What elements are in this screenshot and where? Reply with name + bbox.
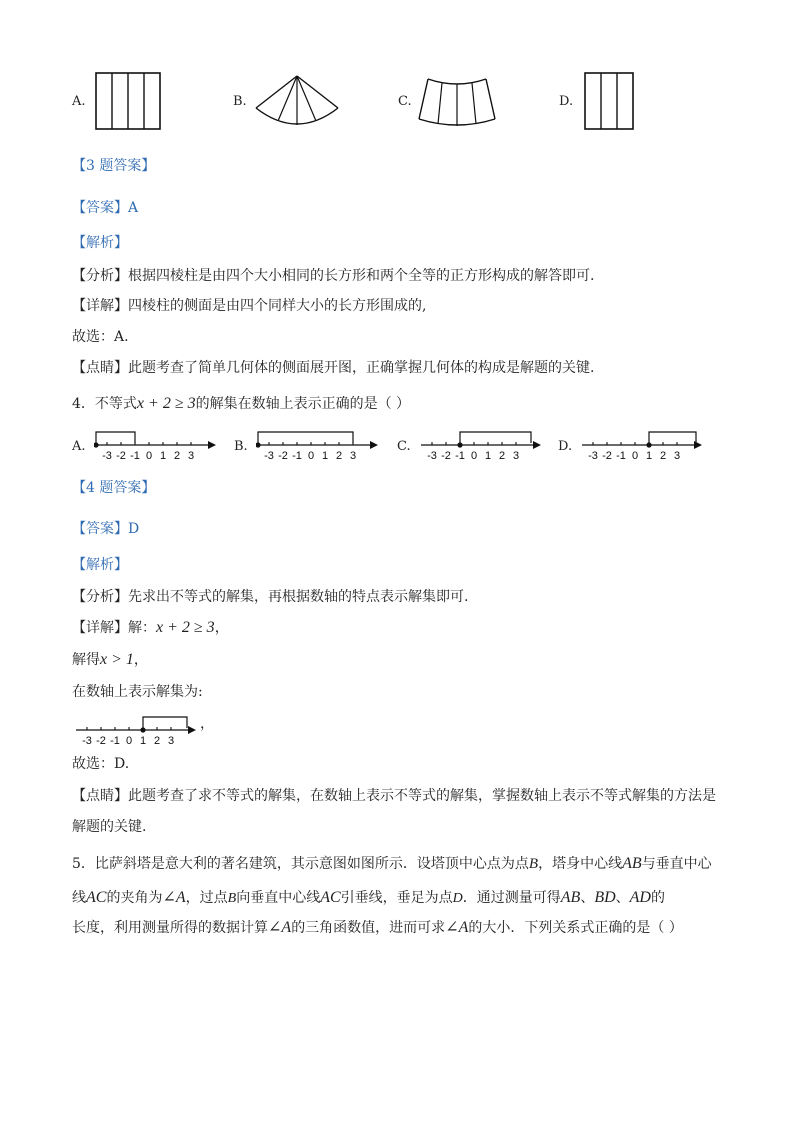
q5-text: 、 xyxy=(580,890,595,906)
q5-math-AD: AD xyxy=(629,889,651,906)
q5-text: 长度，利用测量所得的数据计算 xyxy=(72,920,268,936)
q4-option-a-numberline xyxy=(94,423,222,463)
number-line-arrow xyxy=(533,441,541,449)
number-line-tick-label: -2 xyxy=(441,450,451,462)
solution-endpoint-dot xyxy=(256,442,261,447)
q4-choice: 故选：D. xyxy=(72,756,130,772)
q3-answer-line xyxy=(72,198,138,218)
q5-text: 的大小．下列关系式正确的是（ ） xyxy=(468,920,683,936)
q5-math-B: B xyxy=(528,856,539,872)
q5-text: 5．比萨斜塔是意大利的著名建筑，其示意图如图所示．设塔顶中心点为点 xyxy=(72,856,529,872)
q4-option-b-numberline xyxy=(256,423,384,463)
q4-option-c-numberline xyxy=(419,423,547,463)
number-line-tick-label: 1 xyxy=(484,450,492,462)
q4-answer-value: D xyxy=(128,521,140,537)
q5-text: 引垂线，垂足为点 xyxy=(340,890,453,906)
q5-math-AC: AC xyxy=(320,889,341,906)
number-line-tick-label: 0 xyxy=(125,735,133,747)
solution-endpoint-dot xyxy=(457,442,462,447)
number-line-tick-label: 1 xyxy=(139,735,147,747)
number-line-tick-label: 2 xyxy=(498,450,506,462)
number-line-tick-label: -2 xyxy=(116,450,126,462)
q3-option-a-figure xyxy=(95,72,165,132)
q5-math-AB: AB xyxy=(622,855,642,872)
q5-math-AC: AC xyxy=(86,889,107,906)
number-line-tick-label: -2 xyxy=(278,450,288,462)
q3-option-b-figure xyxy=(252,74,342,132)
solution-endpoint-dot xyxy=(94,442,99,447)
q4-solution-numberline xyxy=(74,708,202,748)
q4-detail xyxy=(72,618,229,638)
q5-math-angle-A: ∠A xyxy=(268,919,292,936)
number-line-tick-label: -1 xyxy=(616,450,626,462)
q3-choice: 故选：A. xyxy=(72,329,129,345)
q3-option-d-figure xyxy=(584,72,636,132)
number-line-tick-label: 3 xyxy=(187,450,195,462)
q5-text: ．通过测量可得 xyxy=(462,890,561,906)
number-line-tick-label: 1 xyxy=(321,450,329,462)
q5-text: ，塔身中心线 xyxy=(538,856,623,872)
q5-math-angle-A: ∠A xyxy=(445,919,469,936)
number-line-arrow xyxy=(208,441,216,449)
q4-solve-suffix: ， xyxy=(133,652,148,668)
q4-stem-suffix: 的解集在数轴上表示正确的是（ ） xyxy=(195,396,411,412)
q4-detail-math: x + 2 ≥ 3 xyxy=(156,619,215,636)
q5-text: 与垂直中心 xyxy=(641,856,712,872)
solution-bracket xyxy=(649,432,696,445)
q4-answer-line xyxy=(72,519,139,539)
q5-text: 线 xyxy=(72,890,86,906)
solution-bracket xyxy=(460,432,531,445)
q4-option-d-label: D. xyxy=(558,439,573,454)
q3-analysis: 【分析】根据四棱柱是由四个大小相同的长方形和两个全等的正方形构成的解答即可. xyxy=(72,268,595,284)
number-line-tick-label: -3 xyxy=(588,450,598,462)
q3-detail: 【详解】四棱柱的侧面是由四个同样大小的长方形围成的, xyxy=(72,298,427,314)
q5-text: 向垂直中心线 xyxy=(236,890,321,906)
number-line-tick-label: -1 xyxy=(292,450,302,462)
q4-option-c-label: C. xyxy=(397,439,411,454)
q5-text: 的夹角为 xyxy=(106,890,163,906)
q5-text: 的三角函数值，进而可求 xyxy=(291,920,446,936)
solution-bracket xyxy=(96,432,135,445)
q4-show-text: 在数轴上表示解集为: xyxy=(72,684,203,700)
number-line-tick-label: -3 xyxy=(264,450,274,462)
number-line-tick-label: 0 xyxy=(470,450,478,462)
q4-solve-prefix: 解得 xyxy=(72,652,100,668)
q3-comment: 【点睛】此题考查了简单几何体的侧面展开图，正确掌握几何体的构成是解题的关键. xyxy=(72,360,595,376)
number-line-tick-label: 1 xyxy=(159,450,167,462)
number-line-tick-label: -3 xyxy=(427,450,437,462)
number-line-tick-label: 2 xyxy=(173,450,181,462)
q3-option-b-label: B. xyxy=(233,94,247,109)
q3-answer-header: 【3 题答案】 xyxy=(72,158,156,174)
q4-solve-math: x > 1 xyxy=(100,651,134,668)
q3-option-c-label: C. xyxy=(398,94,412,109)
q4-detail-prefix: 【详解】解： xyxy=(72,620,156,636)
q4-answer-header: 【4 题答案】 xyxy=(72,480,156,496)
number-line-tick-label: 3 xyxy=(673,450,681,462)
solution-endpoint-dot xyxy=(646,442,651,447)
q4-solve xyxy=(72,650,148,670)
q4-analysis-header: 【解析】 xyxy=(72,557,128,573)
q3-answer-label: 【答案】 xyxy=(72,200,128,216)
number-line-tick-label: 0 xyxy=(145,450,153,462)
q5-stem-line2 xyxy=(72,888,665,909)
number-line-arrow xyxy=(694,441,702,449)
number-line-tick-label: -1 xyxy=(110,735,120,747)
q5-math-BD: BD xyxy=(594,889,616,906)
q5-math-angle-A: ∠A xyxy=(162,889,186,906)
number-line-tick-label: 3 xyxy=(349,450,357,462)
number-line-tick-label: 3 xyxy=(512,450,520,462)
q5-stem-line3 xyxy=(72,918,683,938)
q4-stem-math: x + 2 ≥ 3 xyxy=(136,395,196,412)
q4-show-suffix: ， xyxy=(200,716,214,732)
q5-text: 、 xyxy=(615,890,630,906)
q4-option-a-label: A. xyxy=(72,439,86,454)
q4-stem xyxy=(72,394,410,414)
number-line-tick-label: 3 xyxy=(167,735,175,747)
number-line-tick-label: 2 xyxy=(153,735,161,747)
q5-math-D: D xyxy=(452,891,463,906)
q5-text: ，过点 xyxy=(185,890,228,906)
q4-answer-label: 【答案】 xyxy=(72,521,128,537)
q5-stem-line1 xyxy=(72,854,712,874)
q4-comment-line1: 【点睛】此题考查了求不等式的解集，在数轴上表示不等式的解集，掌握数轴上表示不等式解集的方法是 xyxy=(72,788,716,804)
number-line-arrow xyxy=(188,726,196,734)
number-line-tick-label: 2 xyxy=(659,450,667,462)
q5-math-AB: AB xyxy=(560,889,581,906)
number-line-arrow xyxy=(370,441,378,449)
number-line-tick-label: 0 xyxy=(307,450,315,462)
solution-bracket xyxy=(143,717,187,730)
number-line-tick-label: -1 xyxy=(130,450,140,462)
solution-endpoint-dot xyxy=(140,727,145,732)
q5-math-B: B xyxy=(227,891,237,906)
q4-stem-prefix: 4．不等式 xyxy=(72,396,137,412)
number-line-tick-label: 2 xyxy=(335,450,343,462)
q3-analysis-header: 【解析】 xyxy=(72,235,128,251)
q4-option-b-label: B. xyxy=(234,439,248,454)
number-line-tick-label: -3 xyxy=(82,735,92,747)
number-line-tick-label: -2 xyxy=(96,735,106,747)
q3-answer-value: A xyxy=(128,200,139,216)
q3-option-a-label: A. xyxy=(72,94,86,109)
q5-text: 的 xyxy=(650,890,665,906)
q4-option-d-numberline xyxy=(580,423,708,463)
number-line-tick-label: -2 xyxy=(602,450,612,462)
q4-comment-line2: 解题的关键. xyxy=(72,819,147,835)
number-line-tick-label: 0 xyxy=(631,450,639,462)
q4-detail-suffix: ， xyxy=(214,620,229,636)
q3-option-c-figure xyxy=(416,75,498,131)
number-line-tick-label: -3 xyxy=(102,450,112,462)
q4-analysis: 【分析】先求出不等式的解集，再根据数轴的特点表示解集即可. xyxy=(72,589,469,605)
q3-option-d-label: D. xyxy=(559,94,574,109)
number-line-tick-label: -1 xyxy=(455,450,465,462)
number-line-tick-label: 1 xyxy=(645,450,653,462)
